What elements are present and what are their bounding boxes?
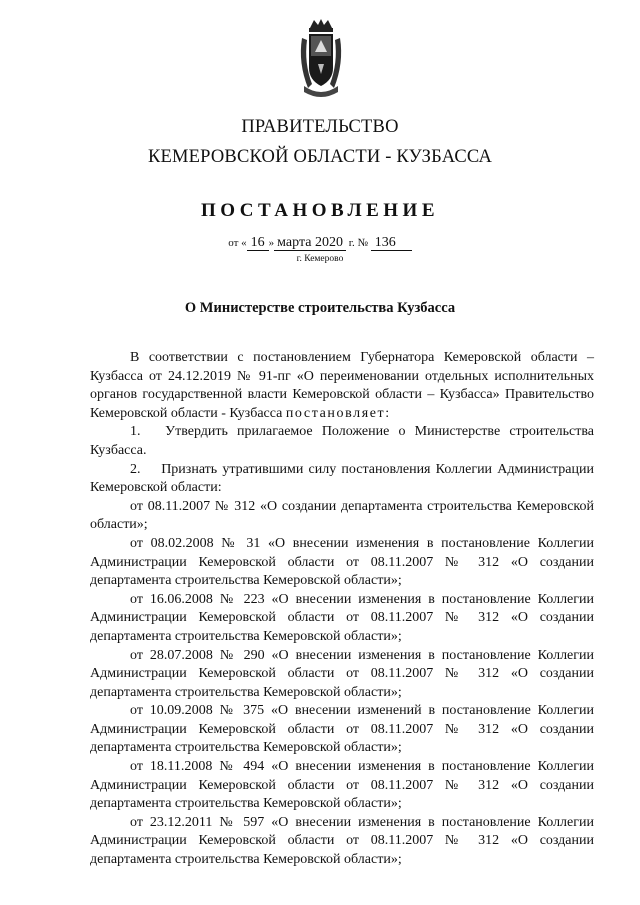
document-type: ПОСТАНОВЛЕНИЕ [200, 200, 440, 221]
item-2 [90, 461, 594, 498]
region-title: КЕМЕРОВСКОЙ ОБЛАСТИ - КУЗБАССА [147, 147, 493, 167]
act-item: от 10.09.2008 № 375 «О внесении изменений в постановление Коллегии Администрации Кемеровской области от 08.11.2007 № 312 «О создании департамента строительства Кемеровской области»; [90, 703, 594, 756]
item-2-number: 2. [130, 461, 141, 477]
date-year-suffix: г. [348, 237, 355, 249]
date-day: 16 [247, 236, 269, 251]
act-item: от 18.11.2008 № 494 «О внесении изменения в постановление Коллегии Администрации Кемеровской области от 08.11.2007 № 312 «О создании департамента строительства Кемеровской области»; [90, 759, 594, 812]
act-item: от 16.06.2008 № 223 «О внесении изменения в постановление Коллегии Администрации Кемеровской области от 08.11.2007 № 312 «О создании департамента строительства Кемеровской области»; [90, 591, 594, 644]
item-1 [90, 423, 594, 460]
intro-paragraph [90, 349, 594, 423]
document-subject: О Министерстве строительства Кузбасса [184, 300, 456, 316]
act-item: от 08.02.2008 № 31 «О внесении изменения в постановление Коллегии Администрации Кемеровской области от 08.11.2007 № 312 «О создании департамента строительства Кемеровской области»; [90, 535, 594, 589]
item-2-text: Признать утратившими силу постановления Коллегии Администрации Кемеровской области: [90, 461, 595, 496]
coat-of-arms-icon [296, 18, 346, 102]
document-date-line [0, 236, 640, 251]
date-prefix: от « [228, 237, 247, 249]
date-close-quote: » [268, 237, 275, 249]
act-item: от 23.12.2011 № 597 «О внесении изменения в постановление Коллегии Администрации Кемеровской области от 08.11.2007 № 312 «О создании департамента строительства Кемеровской области»; [90, 814, 594, 868]
resolves-word: постановляет: [285, 405, 391, 421]
item-1-number: 1. [130, 424, 141, 440]
government-title: ПРАВИТЕЛЬСТВО [241, 117, 399, 137]
document-body [90, 349, 594, 870]
date-month-year: марта 2020 [274, 236, 346, 251]
act-item: от 28.07.2008 № 290 «О внесении изменения в постановление Коллегии Администрации Кемеровской области от 08.11.2007 № 312 «О создании департамента строительства Кемеровской области»; [90, 647, 594, 700]
intro-text: В соответствии с постановлением Губернатора Кемеровской области – Кузбасса от 24.12.2019 № 91-пг «О переименовании отдельных исполнительных органов государственной власти Кемеровской области – Кузбасса» Правительство Кемеровской области - Кузбасса [90, 350, 594, 421]
number-sign: № [357, 237, 368, 249]
act-item: от 08.11.2007 № 312 «О создании департамента строительства Кемеровской области»; [90, 498, 594, 533]
document-city: г. Кемерово [296, 254, 344, 264]
item-1-text: Утвердить прилагаемое Положение о Министерстве строительства Кузбасса. [90, 424, 595, 458]
document-number: 136 [371, 236, 412, 251]
